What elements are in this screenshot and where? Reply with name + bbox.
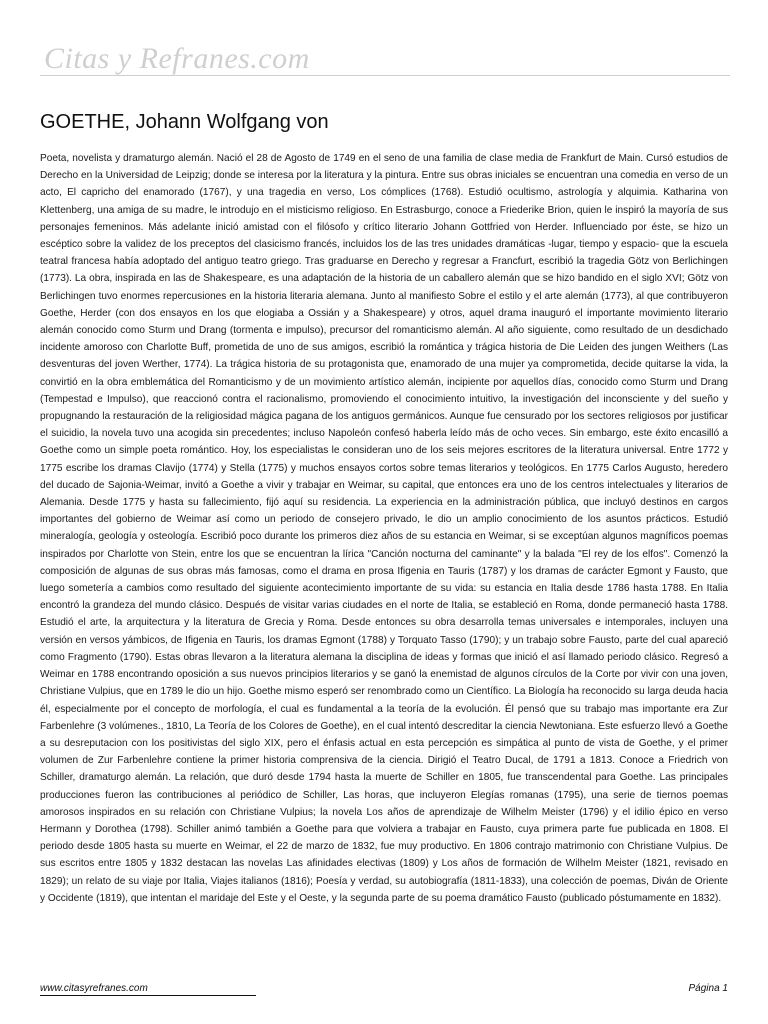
- page-title: GOETHE, Johann Wolfgang von: [40, 111, 329, 133]
- page-number: Página 1: [688, 983, 728, 994]
- header-divider: [40, 75, 730, 76]
- article-body: Poeta, novelista y dramaturgo alemán. Nació el 28 de Agosto de 1749 en el seno de una familia de clase media de Frankfurt de Main. Cursó estudios de Derecho en la Universidad de Leipzig; donde se interesa por la literatura y la pintura. Entre sus obras iniciales se encuentran una comedia en verso de un acto, El capricho del enamorado (1767), y una tragedia en verso, Los cómplices (1768). Estudió ocultismo, astrología y alquimia. Katharina von Klettenberg, una amiga de su madre, le introdujo en el misticismo religioso. En Estrasburgo, conoce a Friederike Brion, quien le inspiró la mayoría de sus personajes femeninos. Más adelante inició amistad con el filósofo y crítico literario Johann Gottfried von Herder. Influenciado por éste, se hizo un escéptico sobre la validez de los preceptos del clasicismo francés, incluidos los de las tres unidades dramáticas -lugar, tiempo y espacio- que la escuela teatral francesa había adoptado del antiguo teatro griego. Tras graduarse en Derecho y regresar a Francfurt, escribió la tragedia Götz von Berlichingen (1773). La obra, inspirada en las de Shakespeare, es una adaptación de la historia de un caballero alemán que se hizo bandido en el siglo XVI; Götz von Berlichingen tuvo enormes repercusiones en la historia literaria alemana. Junto al manifiesto Sobre el estilo y el arte alemán (1773), al que contribuyeron Goethe, Herder (con dos ensayos en los que elogiaba a Ossián y a Shakespeare) y otros, aquel drama inauguró el importante movimiento literario alemán conocido como Sturm und Drang (tormenta e impulso), precursor del romanticismo alemán. Al año siguiente, como resultado de un desdichado incidente amoroso con Charlotte Buff, prometida de uno de sus amigos, escribió la romántica y trágica historia de Die Leiden des jungen Weithers (Las desventuras del joven Werther, 1774). La trágica historia de su protagonista que, enamorado de una mujer ya comprometida, decide quitarse la vida, la convirtió en la obra emblemática del Romanticismo y de un movimiento artístico alemán, incipiente por aquellos días, conocido como Sturm und Drang (Tempestad e Impulso), que reaccionó contra el racionalismo, promoviendo el conocimiento intuitivo, la investigación del inconsciente y del sueño y propugnando la restauración de la religiosidad mágica pagana de los antiguos germánicos. Aunque fue censurado por los sectores religiosos por justificar el suicidio, la novela tuvo una acogida sin precedentes; incluso Napoleón confesó haberla leído más de ocho veces. Sin embargo, este éxito encasilló a Goethe como un simple poeta romántico. Hoy, los especialistas le consideran uno de los seis mejores escritores de la literatura universal. Entre 1772 y 1775 escribe los dramas Clavijo (1774) y Stella (1775) y muchos ensayos cortos sobre temas literarios y teológicos. En 1775 Carlos Augusto, heredero del ducado de Sajonia-Weimar, invitó a Goethe a vivir y trabajar en Weimar, su capital, que entonces era uno de los centros intelectuales y literarios de Alemania. Desde 1775 y hasta su fallecimiento, fijó aquí su residencia. La experiencia en la administración pública, que incluyó destinos en cargos importantes del gobierno de Weimar así como un periodo de consejero privado, le dio un amplio conocimiento de los asuntos prácticos. Estudió mineralogía, geología y osteología. Escribió poco durante los primeros diez años de su estancia en Weimar, si se exceptúan algunos magníficos poemas inspirados por Charlotte von Stein, entre los que se encuentran la lírica "Canción nocturna del caminante" y la balada "El rey de los elfos". Comenzó la composición de algunas de sus obras más famosas, como el drama en prosa Ifigenia en Tauris (1787) y los dramas de carácter Egmont y Fausto, que luego sometería a cambios como resultado del siguiente acontecimiento importante de su vida: su estancia en Italia desde 1786 hasta 1788. En Italia encontró la grandeza del mundo clásico. Después de visitar varias ciudades en el norte de Italia, se estableció en Roma, donde permaneció hasta 1788. Estudió el arte, la arquitectura y la literatura de Grecia y Roma. Desde entonces su obra desarrolla temas universales e intemporales, incluyen una versión en versos yámbicos, de Ifigenia en Tauris, los dramas Egmont (1788) y Torquato Tasso (1790); y un trabajo sobre Fausto, parte del cual apareció como Fragmento (1790). Estas obras llevaron a la literatura alemana la disciplina de ideas y formas que inició el así llamado periodo clásico. Regresó a Weimar en 1788 encontrando oposición a sus nuevos principios literarios y se ganó la enemistad de algunos círculos de la Corte por vivir con una joven, Christiane Vulpius, que en 1789 le dio un hijo. Goethe mismo esperó ser renombrado como un Científico. La Biología ha reconocido su larga deuda hacia él, especialmente por el concepto de morfología, el cual es fundamental a la teoría de la evolución. Él pensó que su trabajo mas importante era Zur Farbenlehre (3 volúmenes., 1810, La Teoría de los Colores de Goethe), en el cual intentó descreditar la ciencia Newtoniana. Este esfuerzo llevó a Goethe a su desreputacion con los positivistas del siglo XIX, pero el énfasis actual en esta percepción es simpática al punto de vista de Goethe, y el primer volumen de Zur Farbenlehre contiene la primer historia comprensiva de la ciencia. Dirigió el Teatro Ducal, de 1791 a 1813. Conoce a Friedrich von Schiller, dramaturgo alemán. La relación, que duró desde 1794 hasta la muerte de Schiller en 1805, fue transcendental para Goethe. Las principales producciones fueron las contribuciones al periódico de Schiller, Las horas, que incluyeron Elegías romanas (1795), una serie de tiernos poemas amorosos inspirados en su relación con Christiane Vulpius; la novela Los años de aprendizaje de Wilhelm Meister (1796) y el idilio épico en verso Hermann y Dorothea (1798). Schiller animó también a Goethe para que volviera a trabajar en Fausto, cuya primera parte fue publicada en 1808. El periodo desde 1805 hasta su muerte en Weimar, el 22 de marzo de 1832, fue muy productivo. En 1806 contrajo matrimonio con Christiane Vulpius. De sus escritos entre 1805 y 1832 destacan las novelas Las afinidades electivas (1809) y Los años de formación de Wilhelm Meister (1821, revisado en 1829); un relato de su viaje por Italia, Viajes italianos (1816); Poesía y verdad, su autobiografía (1811-1833), una colección de poemas, Diván de Oriente y Occidente (1819), que intentan el maridaje del Este y el Oeste, y la segunda parte de su poema dramático Fausto (publicado póstumamente en 1832).: [40, 153, 728, 904]
- footer-site-link[interactable]: www.citasyrefranes.com: [40, 982, 256, 996]
- site-logo: Citas y Refranes.com: [44, 42, 310, 75]
